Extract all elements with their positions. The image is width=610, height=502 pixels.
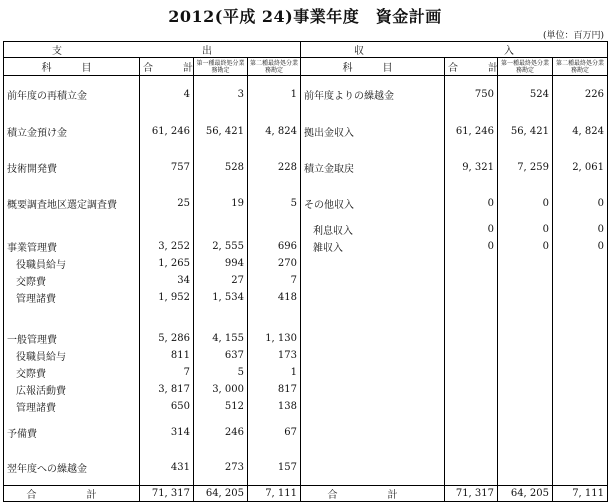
expense-item-label <box>4 306 140 330</box>
expense-total-value: 1, 952 <box>140 289 194 306</box>
table-row <box>4 272 608 289</box>
expense-col1-value: 528 <box>194 150 248 185</box>
income-item-label <box>301 289 445 306</box>
income-col2-value <box>553 289 608 306</box>
income-total-label: 合 計 <box>301 486 445 502</box>
expense-total-value: 34 <box>140 272 194 289</box>
expense-col2-value: 1 <box>248 76 301 113</box>
table-row <box>4 415 608 451</box>
expense-col2-value: 157 <box>248 451 301 486</box>
expense-col1-value: 994 <box>194 255 248 272</box>
expense-col2-value: 138 <box>248 398 301 415</box>
expense-item-label: 役職員給与 <box>4 255 140 272</box>
expense-item-label: 交際費 <box>4 272 140 289</box>
income-col1-value <box>498 364 553 381</box>
expense-col1-value: 246 <box>194 415 248 451</box>
income-total-sum: 71, 317 <box>445 486 498 502</box>
expense-total-label: 合 計 <box>4 486 140 502</box>
expense-item-label: 管理諸費 <box>4 289 140 306</box>
income-item-label <box>301 415 445 451</box>
income-total-value <box>445 347 498 364</box>
income-col2-value <box>553 451 608 486</box>
expense-col1-value: 273 <box>194 451 248 486</box>
expense-col1-value: 512 <box>194 398 248 415</box>
expense-col2-value: 7 <box>248 272 301 289</box>
expense-total-value: 757 <box>140 150 194 185</box>
expense-total-value: 61, 246 <box>140 113 194 150</box>
expense-col1-value: 3 <box>194 76 248 113</box>
income-total-value: 9, 321 <box>445 150 498 185</box>
expense-total-value <box>140 222 194 238</box>
income-item-label: その他収入 <box>301 185 445 222</box>
income-col2-value <box>553 398 608 415</box>
income-item-label <box>301 451 445 486</box>
expense-total-value: 3, 817 <box>140 381 194 398</box>
expense-col1-value <box>194 306 248 330</box>
income-col2-value <box>553 381 608 398</box>
expense-col2-value: 228 <box>248 150 301 185</box>
income-total-col2: 7, 111 <box>553 486 608 502</box>
expense-col1-value: 19 <box>194 185 248 222</box>
expense-total-value: 314 <box>140 415 194 451</box>
income-col1-value <box>498 306 553 330</box>
income-total-value <box>445 364 498 381</box>
column-header-row <box>4 58 608 76</box>
expense-item-label: 事業管理費 <box>4 238 140 255</box>
income-item-label <box>301 330 445 347</box>
expense-item-label: 一般管理費 <box>4 330 140 347</box>
income-col2-value: 4, 824 <box>553 113 608 150</box>
expense-total-value: 5, 286 <box>140 330 194 347</box>
expense-col1-value: 5 <box>194 364 248 381</box>
income-col1-value: 0 <box>498 222 553 238</box>
income-total-value <box>445 451 498 486</box>
table-row <box>4 76 608 113</box>
expense-total-header: 合 計 <box>140 58 194 76</box>
expense-col2-value: 270 <box>248 255 301 272</box>
income-total-value <box>445 255 498 272</box>
expense-col1-value: 637 <box>194 347 248 364</box>
expense-subject-header: 科 目 <box>4 58 140 76</box>
expense-col2-value: 67 <box>248 415 301 451</box>
expense-item-label: 交際費 <box>4 364 140 381</box>
table-row <box>4 238 608 255</box>
expense-total-col2: 7, 111 <box>248 486 301 502</box>
income-total-value: 750 <box>445 76 498 113</box>
income-col1-value <box>498 398 553 415</box>
income-item-label <box>301 364 445 381</box>
expense-col2-value: 173 <box>248 347 301 364</box>
expense-item-label <box>4 222 140 238</box>
table-row <box>4 347 608 364</box>
table-body <box>4 76 608 486</box>
income-total-value <box>445 415 498 451</box>
expense-item-label: 予備費 <box>4 415 140 451</box>
income-col2-value <box>553 330 608 347</box>
expense-total-value: 811 <box>140 347 194 364</box>
fund-plan-table <box>3 41 608 502</box>
expense-col2-value: 418 <box>248 289 301 306</box>
expense-total-value: 650 <box>140 398 194 415</box>
expense-col1-value <box>194 222 248 238</box>
income-total-value: 0 <box>445 238 498 255</box>
expense-item-label: 翌年度への繰越金 <box>4 451 140 486</box>
expense-total-value <box>140 306 194 330</box>
income-item-label <box>301 272 445 289</box>
income-col1-value <box>498 347 553 364</box>
income-subject-header: 科 目 <box>301 58 445 76</box>
income-col1-header: 第一種最終処分業務勘定 <box>498 58 553 76</box>
expense-col2-value: 4, 824 <box>248 113 301 150</box>
income-col1-value <box>498 381 553 398</box>
expense-col2-header: 第二種最終処分業務勘定 <box>248 58 301 76</box>
expense-col1-value: 4, 155 <box>194 330 248 347</box>
table-row <box>4 255 608 272</box>
income-item-label: 積立金取戻 <box>301 150 445 185</box>
income-total-col1: 64, 205 <box>498 486 553 502</box>
income-item-label: 利息収入 <box>301 222 445 238</box>
income-col1-value: 524 <box>498 76 553 113</box>
income-col1-value <box>498 415 553 451</box>
income-item-label <box>301 398 445 415</box>
expense-item-label: 管理諸費 <box>4 398 140 415</box>
expense-col2-value: 1 <box>248 364 301 381</box>
income-col2-value <box>553 272 608 289</box>
table-row <box>4 381 608 398</box>
income-col1-value <box>498 289 553 306</box>
expense-total-sum: 71, 317 <box>140 486 194 502</box>
income-item-label: 雑収入 <box>301 238 445 255</box>
expense-total-value: 431 <box>140 451 194 486</box>
expense-total-col1: 64, 205 <box>194 486 248 502</box>
expense-total-value: 7 <box>140 364 194 381</box>
table-row <box>4 185 608 222</box>
totals-row <box>4 486 608 502</box>
income-total-value <box>445 330 498 347</box>
table-row <box>4 222 608 238</box>
expense-total-value: 25 <box>140 185 194 222</box>
income-col2-value <box>553 364 608 381</box>
expense-col1-value: 1, 534 <box>194 289 248 306</box>
income-col2-value: 2, 061 <box>553 150 608 185</box>
expense-item-label: 前年度の再積立金 <box>4 76 140 113</box>
income-item-label <box>301 255 445 272</box>
income-total-value: 61, 246 <box>445 113 498 150</box>
income-total-value: 0 <box>445 185 498 222</box>
income-col1-value: 7, 259 <box>498 150 553 185</box>
income-col1-value <box>498 451 553 486</box>
income-total-header: 合 計 <box>445 58 498 76</box>
table-row <box>4 306 608 330</box>
income-col2-value: 0 <box>553 185 608 222</box>
income-col2-value <box>553 347 608 364</box>
income-col1-value <box>498 255 553 272</box>
expense-item-label: 広報活動費 <box>4 381 140 398</box>
table-row <box>4 330 608 347</box>
expense-col2-value <box>248 306 301 330</box>
income-col1-value: 0 <box>498 185 553 222</box>
income-col1-value <box>498 272 553 289</box>
income-col1-value: 56, 421 <box>498 113 553 150</box>
table-row <box>4 289 608 306</box>
income-total-value <box>445 289 498 306</box>
income-col2-value: 0 <box>553 238 608 255</box>
income-total-value <box>445 272 498 289</box>
income-col2-value: 0 <box>553 222 608 238</box>
table-row <box>4 451 608 486</box>
expense-col2-value <box>248 222 301 238</box>
section-header-row <box>4 42 608 58</box>
income-col2-header: 第二種最終処分業務勘定 <box>553 58 608 76</box>
unit-label: (単位：百万円) <box>542 31 604 41</box>
expense-total-value: 4 <box>140 76 194 113</box>
table-row <box>4 113 608 150</box>
income-col1-value <box>498 330 553 347</box>
income-header: 収 入 <box>301 42 608 58</box>
income-total-value <box>445 381 498 398</box>
expense-total-value: 1, 265 <box>140 255 194 272</box>
income-item-label: 前年度よりの繰越金 <box>301 76 445 113</box>
income-col2-value <box>553 255 608 272</box>
expense-col2-value: 696 <box>248 238 301 255</box>
income-col2-value <box>553 415 608 451</box>
income-item-label <box>301 306 445 330</box>
page-title: 2012(平成 24)事業年度 資金計画 <box>168 7 442 26</box>
expense-col2-value: 817 <box>248 381 301 398</box>
income-total-value <box>445 398 498 415</box>
expense-header: 支 出 <box>4 42 301 58</box>
table-row <box>4 150 608 185</box>
expense-col1-value: 3, 000 <box>194 381 248 398</box>
expense-col1-header: 第一種最終処分業務勘定 <box>194 58 248 76</box>
income-total-value: 0 <box>445 222 498 238</box>
income-total-value <box>445 306 498 330</box>
expense-col1-value: 56, 421 <box>194 113 248 150</box>
expense-col1-value: 27 <box>194 272 248 289</box>
expense-col2-value: 5 <box>248 185 301 222</box>
income-col2-value: 226 <box>553 76 608 113</box>
expense-total-value: 3, 252 <box>140 238 194 255</box>
expense-col2-value: 1, 130 <box>248 330 301 347</box>
expense-item-label: 概要調査地区選定調査費 <box>4 185 140 222</box>
income-item-label <box>301 347 445 364</box>
expense-item-label: 技術開発費 <box>4 150 140 185</box>
income-col2-value <box>553 306 608 330</box>
table-row <box>4 364 608 381</box>
income-col1-value: 0 <box>498 238 553 255</box>
income-item-label: 拠出金収入 <box>301 113 445 150</box>
expense-item-label: 積立金預け金 <box>4 113 140 150</box>
expense-col1-value: 2, 555 <box>194 238 248 255</box>
expense-item-label: 役職員給与 <box>4 347 140 364</box>
income-item-label <box>301 381 445 398</box>
table-row <box>4 398 608 415</box>
